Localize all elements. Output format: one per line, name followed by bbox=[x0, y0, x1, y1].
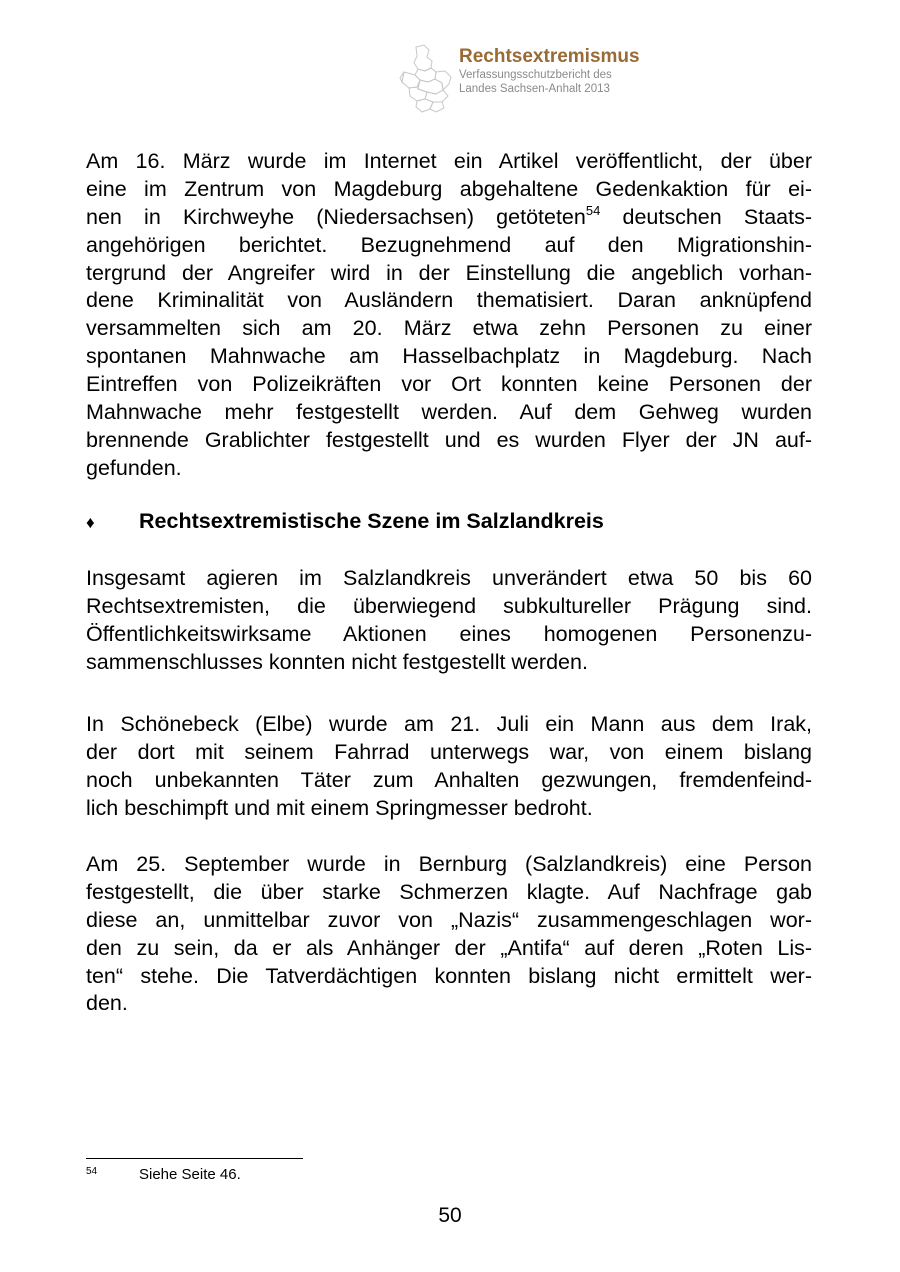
text-line: den zu sein, da er als Anhänger der „Antifa“ auf deren „Roten Lis- bbox=[86, 935, 812, 960]
diamond-bullet-icon: ♦ bbox=[86, 513, 95, 532]
text-line: gefunden. bbox=[86, 455, 182, 480]
section-heading-text: Rechtsextremistische Szene im Salzlandkreis bbox=[139, 509, 604, 533]
text-line: Öffentlichkeitswirksame Aktionen eines homogenen Personenzu- bbox=[86, 621, 812, 646]
text-line: Eintreffen von Polizeikräften vor Ort konnten keine Personen der bbox=[86, 372, 812, 397]
text-line: diese an, unmittelbar zuvor von „Nazis“ zusammengeschlagen wor- bbox=[86, 907, 812, 932]
footnote-divider bbox=[86, 1158, 303, 1159]
footnote-text: Siehe Seite 46. bbox=[139, 1166, 241, 1183]
sachsen-anhalt-map-icon bbox=[398, 44, 454, 114]
text-line: Am 16. März wurde im Internet ein Artikel veröffentlicht, der über bbox=[86, 149, 812, 173]
paragraph-bernburg bbox=[86, 851, 812, 1018]
text-line: festgestellt, die über starke Schmerzen klagte. Auf Nachfrage gab bbox=[86, 879, 812, 904]
text-line: noch unbekannten Täter zum Anhalten gezwungen, fremdenfeind- bbox=[86, 767, 812, 792]
text-line: Am 25. September wurde in Bernburg (Salzlandkreis) eine Person bbox=[86, 852, 812, 876]
header-title: Rechtsextremismus bbox=[459, 46, 640, 67]
page-header bbox=[398, 44, 698, 114]
text-line: versammelten sich am 20. März etwa zehn Personen zu einer bbox=[86, 316, 812, 341]
paragraph-schoenebeck bbox=[86, 711, 812, 823]
footnote bbox=[86, 1166, 241, 1183]
header-subtitle-line1: Verfassungsschutzbericht des bbox=[459, 69, 612, 81]
text-line: den. bbox=[86, 991, 128, 1016]
text-line: angehörigen berichtet. Bezugnehmend auf den Migrationshin- bbox=[86, 232, 812, 257]
text-line: Mahnwache mehr festgestellt werden. Auf dem Gehweg wurden bbox=[86, 400, 812, 425]
text-line: lich beschimpft und mit einem Springmesser bedroht. bbox=[86, 795, 593, 820]
text-line: Insgesamt agieren im Salzlandkreis unverändert etwa 50 bis 60 bbox=[86, 566, 812, 590]
text-line-part: deutschen Staats- bbox=[600, 204, 812, 229]
paragraph-kirchweyhe bbox=[86, 148, 812, 483]
paragraph-salzlandkreis bbox=[86, 565, 812, 677]
text-line: Rechtsextremisten, die überwiegend subkultureller Prägung sind. bbox=[86, 593, 812, 618]
text-line: ten“ stehe. Die Tatverdächtigen konnten bislang nicht ermittelt wer- bbox=[86, 963, 812, 988]
text-line: sammenschlusses konnten nicht festgestellt werden. bbox=[86, 649, 588, 674]
text-line: In Schönebeck (Elbe) wurde am 21. Juli ein Mann aus dem Irak, bbox=[86, 712, 812, 736]
page-number: 50 bbox=[438, 1204, 462, 1227]
text-line-part: nen in Kirchweyhe (Niedersachsen) getöteten bbox=[86, 204, 586, 229]
footnote-reference[interactable]: 54 bbox=[585, 202, 601, 218]
text-line: spontanen Mahnwache am Hasselbachplatz in Magdeburg. Nach bbox=[86, 344, 812, 369]
text-line: eine im Zentrum von Magdeburg abgehaltene Gedenkaktion für ei- bbox=[86, 176, 812, 201]
text-line: tergrund der Angreifer wird in der Einstellung die angeblich vorhan- bbox=[86, 260, 812, 285]
header-subtitle-line2: Landes Sachsen-Anhalt 2013 bbox=[459, 83, 610, 95]
footnote-number: 54 bbox=[86, 1166, 98, 1177]
text-line: brennende Grablichter festgestellt und es wurden Flyer der JN auf- bbox=[86, 427, 812, 452]
text-line-with-footnote bbox=[86, 204, 812, 232]
text-line: dene Kriminalität von Ausländern thematisiert. Daran anknüpfend bbox=[86, 288, 812, 313]
text-line: der dort mit seinem Fahrrad unterwegs war, von einem bislang bbox=[86, 739, 812, 764]
section-heading bbox=[86, 509, 604, 534]
